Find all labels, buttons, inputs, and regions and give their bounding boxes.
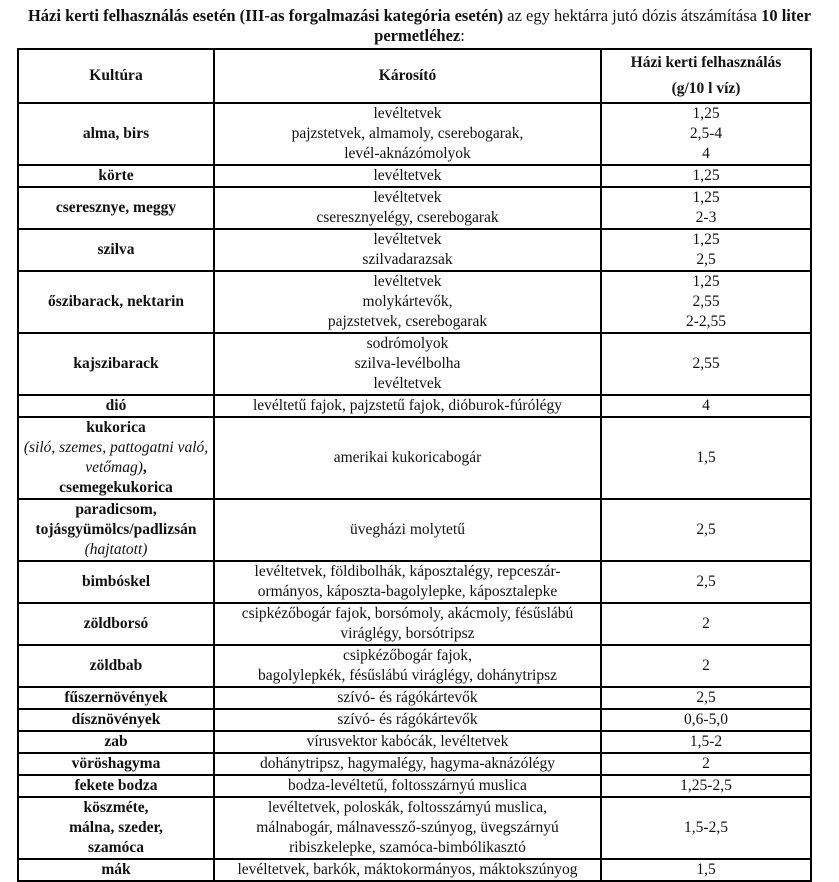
pest-name: vírusvektor kabócák, levéltetvek [306, 733, 509, 750]
pest-name: amerikai kukoricabogár [333, 449, 482, 466]
dose-value: 2,55 [692, 293, 720, 310]
table-row [18, 709, 811, 731]
dose-value: 1,25 [692, 231, 720, 248]
pest-name: levéltetvek [373, 231, 442, 248]
crop-name: kajszibarack [73, 355, 159, 372]
crop-cell [18, 229, 214, 271]
dose-value: 1,5 [696, 449, 716, 466]
dose-cell [601, 709, 811, 731]
crop-name-line2: tojásgyümölcs/padlizsán [35, 521, 197, 538]
crop-name: zab [104, 733, 128, 750]
crop-name: köszméte, [83, 799, 149, 816]
dose-cell [601, 561, 811, 603]
pest-name: üvegházi molytetű [350, 521, 465, 538]
pest-name: molykártevők, [362, 293, 453, 310]
dose-value: 4 [702, 145, 710, 162]
dose-cell [601, 395, 811, 417]
pest-name: levéltetvek [373, 375, 442, 392]
table-row [18, 645, 811, 687]
table-row [18, 797, 811, 859]
table-row [18, 731, 811, 753]
crop-name: bimbóskel [81, 573, 151, 590]
pest-cell [214, 731, 601, 753]
dose-cell [601, 417, 811, 499]
dose-cell [601, 165, 811, 187]
crop-name: paradicsom, [75, 501, 157, 518]
pest-cell [214, 333, 601, 395]
crop-name: zöldborsó [83, 615, 149, 632]
dose-value: 2,5 [696, 251, 716, 268]
header-pest: Károsító [214, 49, 601, 103]
crop-note-end: vetőmag) [85, 459, 143, 476]
dose-value: 2-3 [695, 209, 717, 226]
crop-cell [18, 859, 214, 881]
header-culture: Kultúra [18, 49, 214, 103]
crop-name: alma, birs [82, 125, 150, 142]
table-body [18, 103, 811, 881]
dose-cell [601, 103, 811, 165]
dose-value: 1,5 [696, 861, 716, 878]
pest-cell [214, 499, 601, 561]
dose-table [17, 48, 812, 882]
crop-name: dísznövények [71, 711, 161, 728]
title-bold-part: Házi kerti felhasználás esetén (III-as forgalmazási kategória esetén) [27, 6, 504, 25]
pest-cell [214, 645, 601, 687]
document-title [0, 6, 839, 46]
pest-cell [214, 797, 601, 859]
crop-name: mák [101, 861, 131, 878]
header-dose-line1: Házi kerti felhasználás [630, 54, 782, 71]
pest-name: szilvadarazsak [362, 251, 453, 268]
dose-cell [601, 229, 811, 271]
pest-name: bodza-levéltetű, foltosszárnyú muslica [288, 777, 527, 794]
table-row [18, 753, 811, 775]
dose-value: 1,5-2,5 [684, 819, 728, 836]
pest-cell [214, 187, 601, 229]
crop-cell [18, 271, 214, 333]
pest-cell [214, 775, 601, 797]
crop-name-line2: málna, szeder, [69, 819, 163, 836]
table-row [18, 603, 811, 645]
pest-cell [214, 395, 601, 417]
crop-cell [18, 645, 214, 687]
crop-name: zöldbab [89, 657, 143, 674]
crop-name: cseresznye, meggy [55, 199, 177, 216]
pest-name: szívó- és rágókártevők [337, 711, 478, 728]
table-row [18, 395, 811, 417]
pest-name: csipkézőbogár fajok, [342, 647, 473, 664]
dose-value: 2,5 [696, 689, 716, 706]
table-row [18, 499, 811, 561]
crop-name-extra: csemegekukorica [59, 479, 173, 496]
crop-cell [18, 333, 214, 395]
dose-cell [601, 645, 811, 687]
pest-name: levéltetvek [373, 189, 442, 206]
crop-cell [18, 417, 214, 499]
dose-cell [601, 797, 811, 859]
table-row [18, 561, 811, 603]
crop-name: fekete bodza [74, 777, 158, 794]
crop-cell [18, 797, 214, 859]
crop-cell [18, 709, 214, 731]
dose-cell [601, 775, 811, 797]
table-row [18, 775, 811, 797]
crop-cell [18, 395, 214, 417]
pest-name: viráglégy, borsótripsz [340, 625, 475, 642]
pest-name: levéltetvek, barkók, máktokormányos, máktokszúnyog [237, 861, 578, 878]
dose-value: 2,5 [696, 573, 716, 590]
pest-name: szívó- és rágókártevők [337, 689, 478, 706]
crop-name-line3: szamóca [88, 839, 144, 856]
pest-name: cseresznyelégy, cserebogarak [316, 209, 499, 226]
dose-value: 1,5-2 [689, 733, 723, 750]
dose-cell [601, 603, 811, 645]
crop-name: kukorica [86, 419, 146, 436]
pest-name: levél-aknázómolyok [344, 145, 471, 162]
crop-note-text-2 [21, 458, 211, 478]
dose-cell [601, 753, 811, 775]
header-dose-line2: (g/10 l víz) [671, 80, 741, 97]
dose-value: 4 [702, 397, 710, 414]
dose-value: 1,25-2,5 [680, 777, 732, 794]
crop-name: fűszernövények [64, 689, 168, 706]
pest-cell [214, 603, 601, 645]
table-row [18, 229, 811, 271]
table-row [18, 333, 811, 395]
crop-cell [18, 103, 214, 165]
pest-cell [214, 229, 601, 271]
pest-name: szilva-levélbolha [354, 355, 461, 372]
table-row [18, 187, 811, 229]
pest-name: ormányos, káposzta-bagolylepke, káposztalepke [257, 583, 558, 600]
dose-value: 2,5-4 [689, 125, 723, 142]
dose-value: 0,6-5,0 [684, 711, 728, 728]
dose-value: 2,55 [692, 355, 720, 372]
crop-cell [18, 187, 214, 229]
pest-name: dohánytripsz, hagymalégy, hagyma-aknázólégy [259, 755, 556, 772]
crop-name: körte [98, 167, 134, 184]
pest-cell [214, 417, 601, 499]
title-colon: : [460, 26, 465, 45]
pest-cell [214, 753, 601, 775]
dose-cell [601, 187, 811, 229]
pest-cell [214, 709, 601, 731]
crop-cell [18, 753, 214, 775]
dose-cell [601, 859, 811, 881]
crop-note-suffix: , [142, 459, 147, 476]
pest-cell [214, 165, 601, 187]
crop-cell [18, 165, 214, 187]
pest-name: csipkézőbogár fajok, borsómoly, akácmoly, fésűslábú [241, 605, 574, 622]
pest-cell [214, 561, 601, 603]
crop-name: őszibarack, nektarin [47, 293, 185, 310]
table-row [18, 165, 811, 187]
pest-name: levéltetvek [373, 167, 442, 184]
crop-cell [18, 687, 214, 709]
crop-cell [18, 499, 214, 561]
crop-cell [18, 561, 214, 603]
dose-value: 2 [702, 657, 710, 674]
crop-name: szilva [97, 241, 135, 258]
dose-value: 2 [702, 755, 710, 772]
title-bold-volume: 10 liter permetléhez [374, 6, 812, 45]
crop-cell [18, 731, 214, 753]
pest-name: levéltetvek, poloskák, foltosszárnyú muslica, [268, 799, 547, 816]
dose-value: 2 [702, 615, 710, 632]
dose-cell [601, 499, 811, 561]
crop-cell [18, 775, 214, 797]
dose-cell [601, 271, 811, 333]
pest-cell [214, 859, 601, 881]
pest-name: bagolylepkék, fésűslábú viráglégy, dohánytripsz [257, 667, 557, 684]
crop-cell [18, 603, 214, 645]
dose-value: 1,25 [692, 105, 720, 122]
pest-name: sodrómolyok [366, 335, 449, 352]
pest-cell [214, 103, 601, 165]
crop-name: dió [105, 397, 127, 414]
table-row [18, 859, 811, 881]
pest-name: levéltetvek [373, 273, 442, 290]
crop-name: vöröshagyma [71, 755, 161, 772]
pest-name: ribiszkelepke, szamóca-bimbólikasztó [289, 839, 526, 856]
table-row [18, 103, 811, 165]
table-row [18, 687, 811, 709]
table-row [18, 271, 811, 333]
pest-name: levéltetvek, földibolhák, káposztalégy, repceszár- [254, 563, 561, 580]
dose-cell [601, 731, 811, 753]
pest-cell [214, 271, 601, 333]
crop-note-text: (siló, szemes, pattogatni való, [23, 439, 209, 456]
pest-name: levéltetvek [373, 105, 442, 122]
dose-cell [601, 333, 811, 395]
pest-cell [214, 687, 601, 709]
dose-value: 1,25 [692, 189, 720, 206]
dose-value: 2-2,55 [685, 313, 727, 330]
pest-name: levéltetű fajok, pajzstetű fajok, dióburok-fúrólégy [252, 397, 563, 414]
dose-value: 1,25 [692, 167, 720, 184]
pest-name: málnabogár, málnavessző-szúnyog, üvegszárnyú [256, 819, 559, 836]
dose-value: 1,25 [692, 273, 720, 290]
dose-value: 2,5 [696, 521, 716, 538]
pest-name: pajzstetvek, almamoly, cserebogarak, [291, 125, 524, 142]
dose-cell [601, 687, 811, 709]
header-dose [601, 49, 811, 103]
title-normal-part: az egy hektárra jutó dózis átszámítása [503, 6, 762, 25]
crop-note: (hajtatott) [84, 541, 148, 558]
pest-name: pajzstetvek, cserebogarak [327, 313, 488, 330]
table-row [18, 417, 811, 499]
table-header-row [18, 49, 811, 103]
